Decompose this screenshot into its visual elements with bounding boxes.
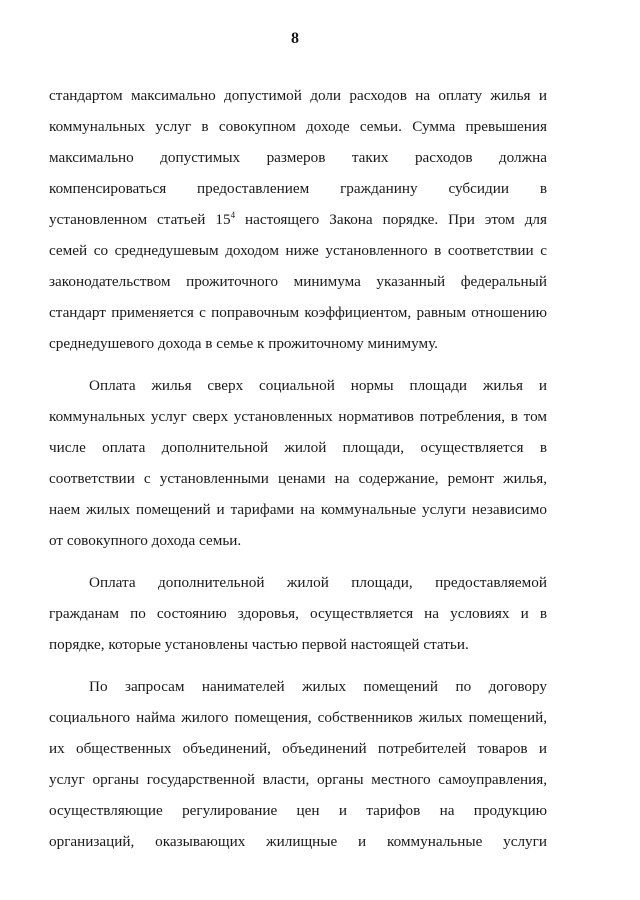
paragraph bbox=[49, 80, 547, 359]
text-line: порядке, которые установлены частью первой настоящей статьи. bbox=[49, 636, 469, 653]
superscript: 4 bbox=[230, 209, 236, 220]
text-line: стандартом максимально допустимой доли расходов на оплату жилья и bbox=[49, 87, 547, 104]
text-line: наем жилых помещений и тарифами на коммунальные услуги независимо bbox=[49, 501, 547, 518]
text-line: услуг органы государственной власти, органы местного самоуправления, bbox=[49, 771, 547, 788]
text-line: По запросам нанимателей жилых помещений по договору bbox=[89, 678, 547, 695]
text-line: семей со среднедушевым доходом ниже установленного в соответствии с bbox=[49, 242, 547, 259]
text-line: социального найма жилого помещения, собственников жилых помещений, bbox=[49, 709, 547, 726]
text-line: осуществляющие регулирование цен и тарифов на продукцию bbox=[49, 802, 547, 819]
text-line: среднедушевого дохода в семье к прожиточному минимуму. bbox=[49, 335, 438, 352]
paragraph bbox=[49, 567, 547, 660]
text-line: гражданам по состоянию здоровья, осуществляется на условиях и в bbox=[49, 605, 547, 622]
text-segment: установленном статьей 15 bbox=[49, 211, 231, 228]
page-number: 8 bbox=[291, 30, 299, 47]
paragraph bbox=[49, 671, 547, 857]
text-line: числе оплата дополнительной жилой площади, осуществляется в bbox=[49, 439, 547, 456]
text-line: стандарт применяется с поправочным коэффициентом, равным отношению bbox=[49, 304, 547, 321]
document-body bbox=[49, 80, 547, 857]
text-line: их общественных объединений, объединений потребителей товаров и bbox=[49, 740, 547, 757]
text-line: коммунальных услуг сверх установленных нормативов потребления, в том bbox=[49, 408, 547, 425]
text-line: компенсироваться предоставлением гражданину субсидии в bbox=[49, 180, 547, 197]
text-line: Оплата жилья сверх социальной нормы площади жилья и bbox=[89, 377, 547, 394]
paragraph bbox=[49, 370, 547, 556]
text-line: коммунальных услуг в совокупном доходе семьи. Сумма превышения bbox=[49, 118, 547, 135]
text-line: максимально допустимых размеров таких расходов должна bbox=[49, 149, 547, 166]
text-line: законодательством прожиточного минимума указанный федеральный bbox=[49, 273, 547, 290]
text-line: от совокупного дохода семьи. bbox=[49, 532, 242, 549]
text-line bbox=[49, 204, 547, 235]
text-segment: настоящего Закона порядке. При этом для bbox=[235, 211, 547, 228]
text-line: организаций, оказывающих жилищные и коммунальные услуги bbox=[49, 833, 547, 850]
text-line: Оплата дополнительной жилой площади, предоставляемой bbox=[89, 574, 547, 591]
text-line: соответствии с установленными ценами на содержание, ремонт жилья, bbox=[49, 470, 547, 487]
